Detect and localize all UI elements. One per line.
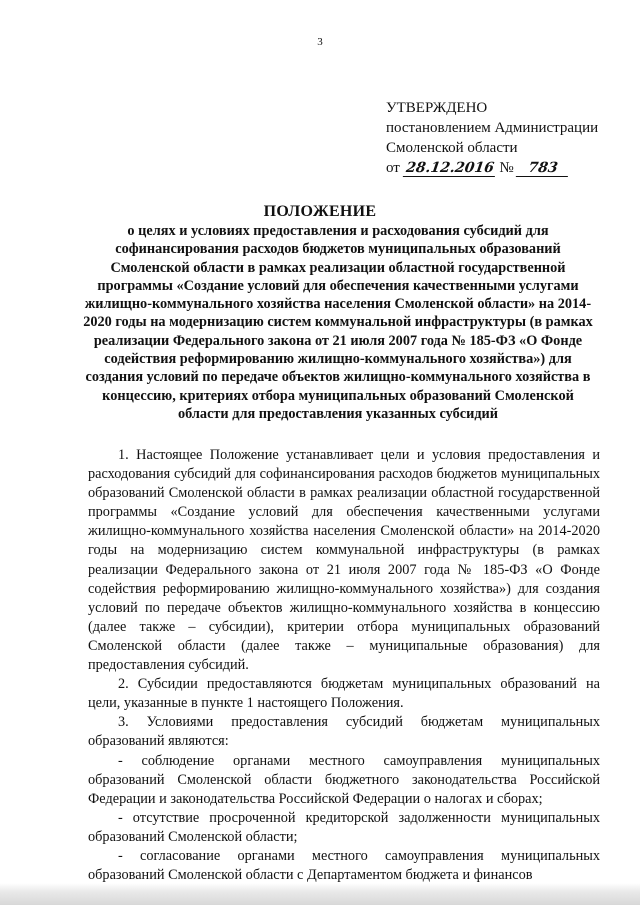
approval-date: 28.12.2016 [402,160,496,177]
approval-number-prefix: № [499,160,514,176]
approval-line-1: постановлением Администрации [386,120,599,136]
document-subtitle: о целях и условиях предоставления и расходования субсидий для софинансирования расходов бюджетов муниципальных образований Смоленской области в рамках реализации областной государственной программы «Создание условий для обеспечения качественными услугами жилищно-коммунального хозяйства населения Смоленской области» на 2014-2020 годы на модернизацию систем коммунальной инфраструктуры (в рамках реализации Федерального закона от 21 июля 2007 года № 185-ФЗ «О Фонде содействия реформированию жилищно-коммунального хозяйства») для создания условий по передаче объектов жилищно-коммунального хозяйства в концессию, критериях отбора муниципальных образований Смоленской области для предоставления указанных субсидий [83,223,593,422]
approval-date-prefix: от [386,160,400,176]
document-title: ПОЛОЖЕНИЕ [263,203,377,220]
approval-stamp [386,98,636,178]
paragraph-3: 3. Условиями предоставления субсидий бюджетам муниципальных образований являются: [88,714,600,750]
condition-item-3: - согласование органами местного самоуправления муниципальных образований Смоленской области с Департаментом бюджета и финансов [88,847,600,884]
approval-heading: УТВЕРЖДЕНО [386,100,488,116]
approval-date-line [386,158,636,178]
document-body [88,446,600,885]
condition-item-2: - отсутствие просроченной кредиторской задолженности муниципальных образований Смоленской области; [88,809,600,845]
scan-bottom-edge [0,883,640,905]
approval-line-2: Смоленской области [386,140,518,156]
paragraph-2: 2. Субсидии предоставляются бюджетам муниципальных образований на цели, указанные в пункте 1 настоящего Положения. [88,676,600,712]
paragraph-1: 1. Настоящее Положение устанавливает цели и условия предоставления и расходования субсидий для софинансирования расходов бюджетов муниципальных образований Смоленской области в рамках реализации областной государственной программы «Создание условий для обеспечения качественными услугами жилищно-коммунального хозяйства населения Смоленской области» на 2014-2020 годы на модернизацию систем коммунальной инфраструктуры (в рамках реализации Федерального закона от 21 июля 2007 года № 185-ФЗ «О Фонде содействия реформированию жилищно-коммунального хозяйства») для создания условий по передаче объектов жилищно-коммунального хозяйства в концессию (далее также – субсидии), критерии отбора муниципальных образований Смоленской области (далее также – муниципальные образования) для предоставления субсидий. [88,447,600,674]
approval-number: 783 [516,160,570,177]
condition-item-1: - соблюдение органами местного самоуправления муниципальных образований Смоленской области бюджетного законодательства Российской Федерации и законодательства Российской Федерации о налогах и сборах; [88,752,600,807]
page-number: 3 [317,36,323,48]
